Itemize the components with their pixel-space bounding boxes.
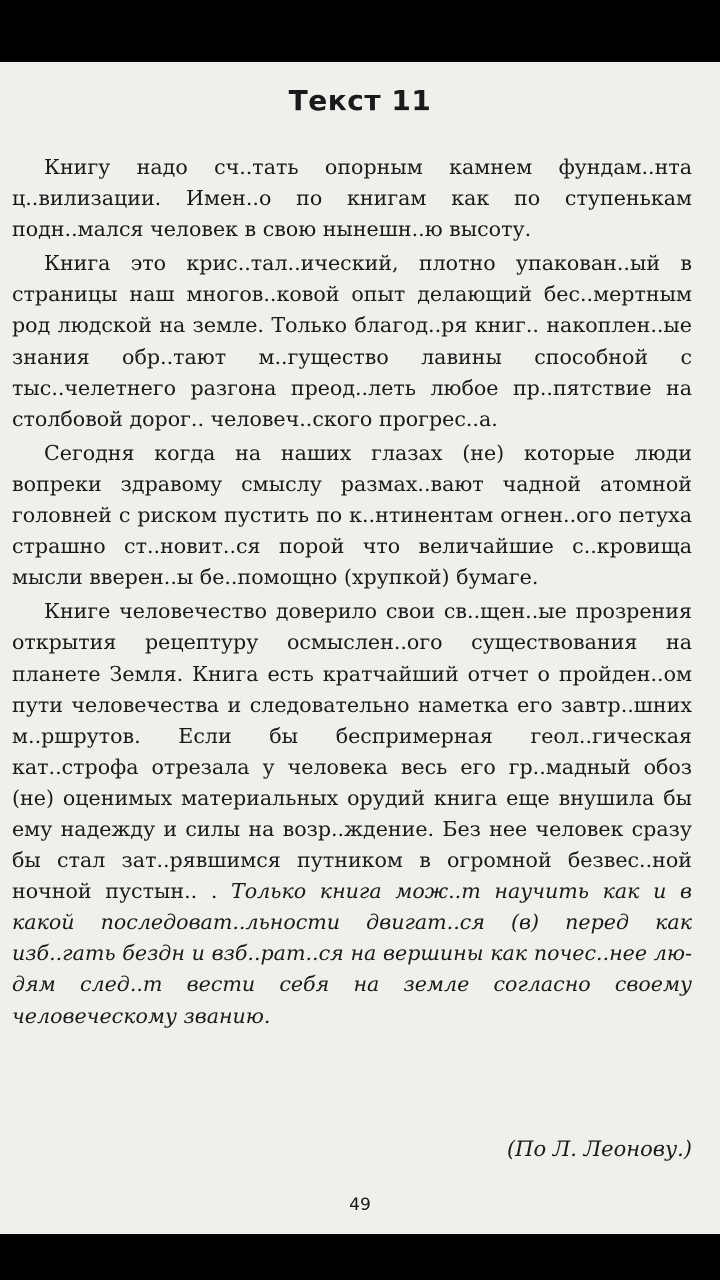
paragraph-4-italic: Только книга мож..т научить как и в какой последоват..льности двигат..ся (в) перед как изб..гать бездн и взб..рат..ся на вершины как почес..нее людям след..т вести себя на земле согласно своему человеческому званию. <box>12 879 692 1028</box>
paragraph-3: Сегодня когда на наших глазах (не) которые люди вопреки здравому смыслу размах..вают чадной атомной головней с риском пустить по к..нтинентам огнен..ого петуха страшно ст..новит..ся порой что величайшие с..кровища мысли вверен..ы бе..помощно (хрупкой) бумаге. <box>12 440 692 590</box>
book-page <box>0 62 720 1234</box>
page-title: Текст 11 <box>288 84 432 117</box>
page-number: 49 <box>349 1195 371 1215</box>
attribution: (По Л. Леонову.) <box>506 1137 692 1161</box>
paragraph-4-regular: Книге человечество доверило свои св..щен..ые прозрения открытия рецептуру осмыслен..ого существования на планете Земля. Книга есть кратчайший отчет о пройден..ом пути человечества и следовательно наметка его завтр..шних м..ршрутов. Если бы беспримерная геол..гическая кат..строфа отрезала у человека весь его гр..мадный обоз (не) оценимых материальных орудий книга еще внушила бы ему надежду и силы на возр..ждение. Без нее человек сразу бы стал зат..рявшимся путником в огромной безвес..ной ночной пустын.. . <box>12 599 692 904</box>
paragraph-4 <box>12 596 692 1031</box>
paragraph-1: Книгу надо сч..тать опорным камнем фундам..нта ц..вилизации. Имен..о по книгам как по ступенькам подн..мался человек в свою нынешн..ю высоту. <box>12 155 692 242</box>
paragraph-2: Книга это крис..тал..ический, плотно упакован..ый в страницы наш многов..ковой опыт делающий бес..мертным род людской на земле. Только благод..ря книг.. накоплен..ые знания обр..тают м..гущество лавины способной с тыс..челетнего разгона преод..леть любое пр..пятствие на столбовой дорог.. человеч..ского прогрес..а. <box>12 251 692 431</box>
body-text <box>12 152 692 1035</box>
